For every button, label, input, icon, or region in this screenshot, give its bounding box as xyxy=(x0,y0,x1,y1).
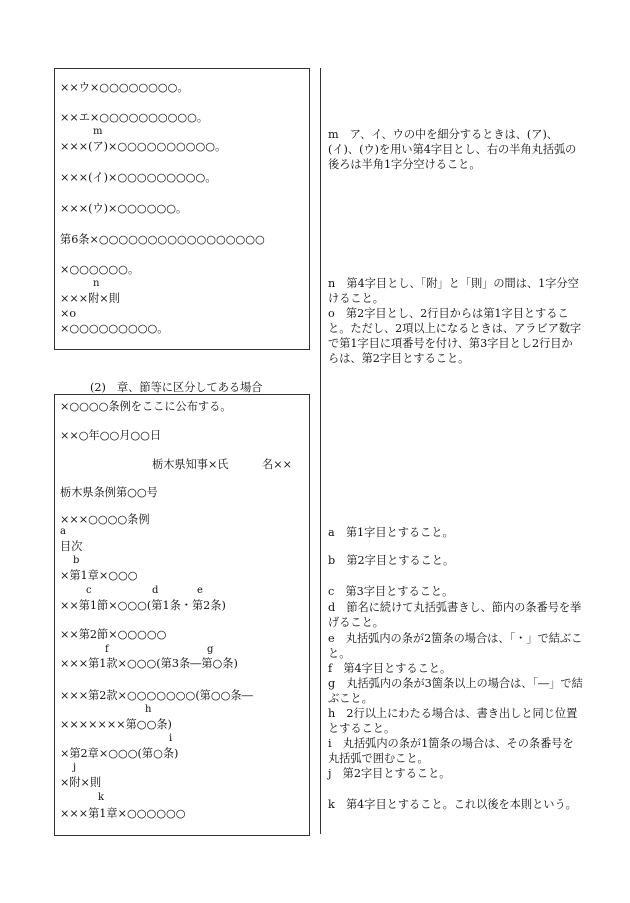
text-line: ××第1節×○○○(第1条・第2条) xyxy=(60,599,226,612)
text-line: 目次 xyxy=(60,540,83,553)
marker-j: j xyxy=(73,762,77,773)
marker-m: m xyxy=(93,126,103,137)
note-m: m ア、イ、ウの中を細分するときは、(ア)、(イ)、(ウ)を用い第4字目とし、右の半角丸括弧の後ろは半角1字分空けること。 xyxy=(328,128,577,171)
text-line: 栃木県条例第○○号 xyxy=(60,486,158,499)
text-line: ×××××××第○○条) xyxy=(60,718,172,731)
text-line: ×第2章×○○○(第○条) xyxy=(60,747,179,760)
marker-g: g xyxy=(207,644,214,655)
note-f: f 第4字目とすること。 xyxy=(328,662,452,675)
text-line: ×××○○○○条例 xyxy=(60,513,150,526)
text-line: ××○年○○月○○日 xyxy=(60,429,162,442)
text-line: ××第2節×○○○○○ xyxy=(60,628,167,641)
note-g: g 丸括弧内の条が3箇条以上の場合は、「―」で結ぶこと。 xyxy=(328,677,583,705)
text-line: ×○○○○○○。 xyxy=(60,263,140,276)
note-e: e 丸括弧内の条が2箇条の場合は、「・」で結ぶこと。 xyxy=(328,632,583,660)
text-line: ×××第2款×○○○○○○○(第○○条― xyxy=(60,689,253,702)
text-line: ×××第1章×○○○○○○ xyxy=(60,807,186,820)
text-line: 第6条×○○○○○○○○○○○○○○○○○ xyxy=(60,233,265,246)
note-i: i 丸括弧内の条が1箇条の場合は、その条番号を丸括弧で囲むこと。 xyxy=(328,737,574,765)
text-line: ×○○○○条例をここに公布する。 xyxy=(60,400,232,413)
text-line: ×××附×則 xyxy=(60,292,120,305)
note-d: d 節名に続けて丸括弧書きし、節内の条番号を挙げること。 xyxy=(328,601,582,629)
marker-b: b xyxy=(73,555,80,566)
text-line: ××エ×○○○○○○○○○○。 xyxy=(60,111,209,124)
note-a: a 第1字目とすること。 xyxy=(328,526,454,539)
marker-i: i xyxy=(169,733,173,744)
section-heading: (2) 章、節等に区分してある場合 xyxy=(90,381,263,394)
text-line: ××ウ×○○○○○○○○。 xyxy=(60,81,189,94)
text-line: ×附×則 xyxy=(60,776,102,789)
marker-e: e xyxy=(197,585,203,596)
marker-a: a xyxy=(60,526,66,537)
text-line: 栃木県知事×氏 名×× xyxy=(152,458,292,471)
marker-k: k xyxy=(98,792,105,803)
note-b: b 第2字目とすること。 xyxy=(328,554,455,567)
marker-n: n xyxy=(93,278,100,289)
note-h: h 2行以上にわたる場合は、書き出しと同じ位置とすること。 xyxy=(328,707,578,735)
text-line: ×××(ウ)×○○○○○○。 xyxy=(60,202,188,215)
marker-d: d xyxy=(152,585,159,596)
column-divider xyxy=(320,68,321,834)
note-n: n 第4字目とし、「附」と「則」の間は、1字分空けること。 xyxy=(328,277,579,305)
text-line: ×××(イ)×○○○○○○○○○。 xyxy=(60,171,217,184)
marker-c: c xyxy=(86,585,92,596)
text-line: ×o xyxy=(60,307,77,320)
text-line: ×××(ア)×○○○○○○○○○○。 xyxy=(60,140,227,153)
note-c: c 第3字目とすること。 xyxy=(328,585,454,598)
note-o: o 第2字目とし、2行目からは第1字目とすること。ただし、2項以上になるときは、アラビア数字で第1字目に項番号を付け、第3字目とし2行目からは、第2字目とすること。 xyxy=(328,307,582,365)
note-k: k 第4字目とすること。これ以後を本則という。 xyxy=(328,798,577,811)
note-j: j 第2字目とすること。 xyxy=(328,767,451,780)
text-line: ×第1章×○○○ xyxy=(60,569,138,582)
text-line: ×××第1款×○○○(第3条―第○条) xyxy=(60,657,238,670)
marker-f: f xyxy=(105,644,109,655)
text-line: ×○○○○○○○○○。 xyxy=(60,322,169,335)
marker-h: h xyxy=(145,704,152,715)
